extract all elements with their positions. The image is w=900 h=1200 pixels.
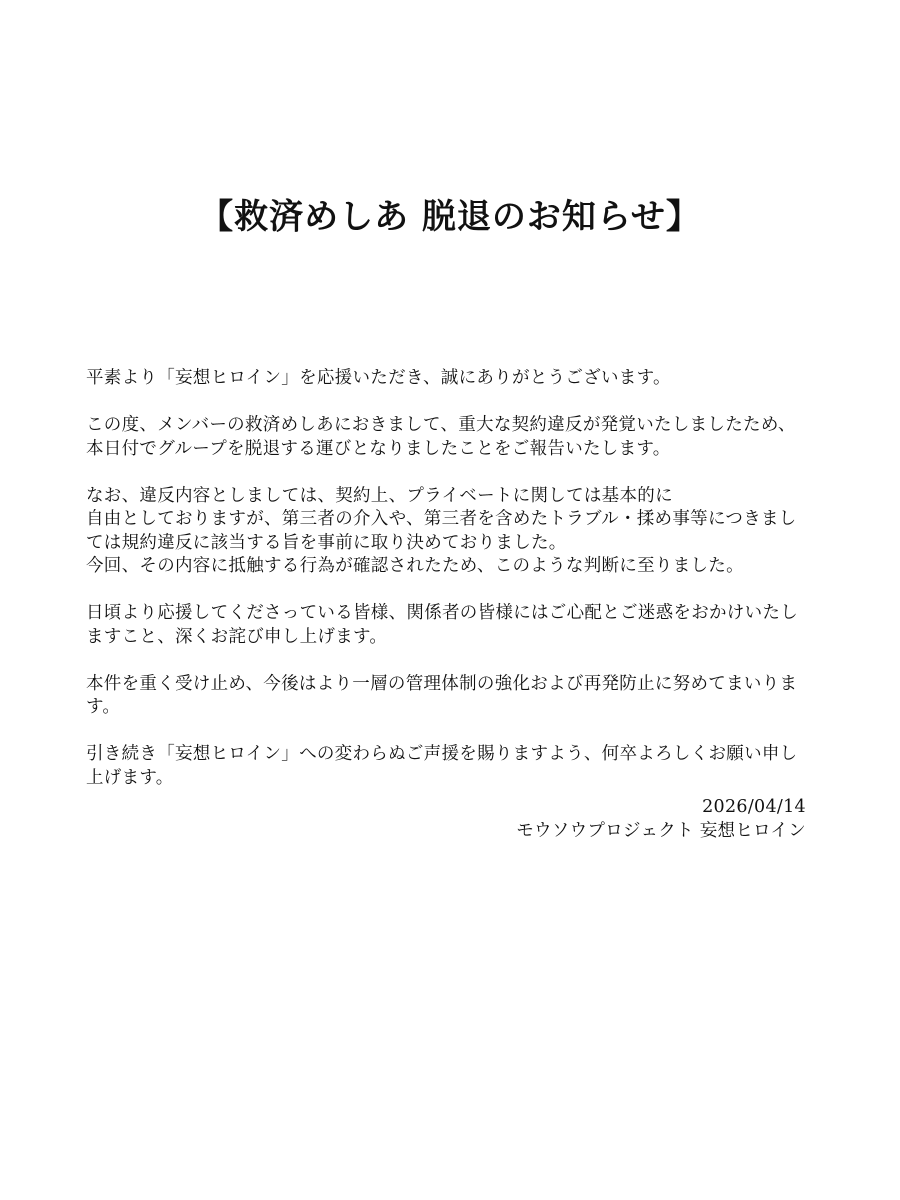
paragraph-line: 本件を重く受け止め、今後はより一層の管理体制の強化および再発防止に努めてまいりま [86,673,798,694]
notice-body [86,367,826,814]
notice-title: 【救済めしあ 脱退のお知らせ】 [199,197,701,237]
paragraph-line: 本日付でグループを脱退する運びとなりましたことをご報告いたします。 [86,438,671,459]
paragraph-line: 今回、その内容に抵触する行為が確認されたため、このような判断に至りました。 [86,556,744,576]
paragraph-details [86,485,826,579]
paragraph-line: 自由としておりますが、第三者の介入や、第三者を含めたトラブル・揉め事等につきまし [86,509,797,529]
paragraph-line: ますこと、深くお詫び申し上げます。 [86,626,388,647]
paragraph-apology [86,602,826,649]
paragraph-line: 日頃より応援してくださっている皆様、関係者の皆様にはご心配とご迷惑をおかけいたし [86,603,798,623]
paragraph-line: 上げます。 [86,767,174,788]
notice-date: 2026/04/14 [702,797,806,817]
paragraph-line: この度、メンバーの救済めしあにおきまして、重大な契約違反が発覚いたしましたため、 [86,415,796,435]
paragraph-greeting [86,367,826,391]
organization-name: モウソウプロジェクト 妄想ヒロイン [516,820,806,841]
paragraph-line: なお、違反内容としましては、契約上、プライベートに関しては基本的に [86,485,673,506]
paragraph-announcement [86,414,826,461]
signature-block [516,796,806,843]
paragraph-line: 平素より「妄想ヒロイン」を応援いただき、誠にありがとうございます。 [86,368,671,388]
paragraph-line: す。 [86,697,121,717]
paragraph-prevention [86,673,826,720]
paragraph-line: 引き続き「妄想ヒロイン」への変わらぬご声援を賜りますよう、何卒よろしくお願い申し [86,744,798,764]
paragraph-closing [86,743,826,790]
paragraph-line: ては規約違反に該当する旨を事前に取り決めておりました。 [86,532,567,553]
